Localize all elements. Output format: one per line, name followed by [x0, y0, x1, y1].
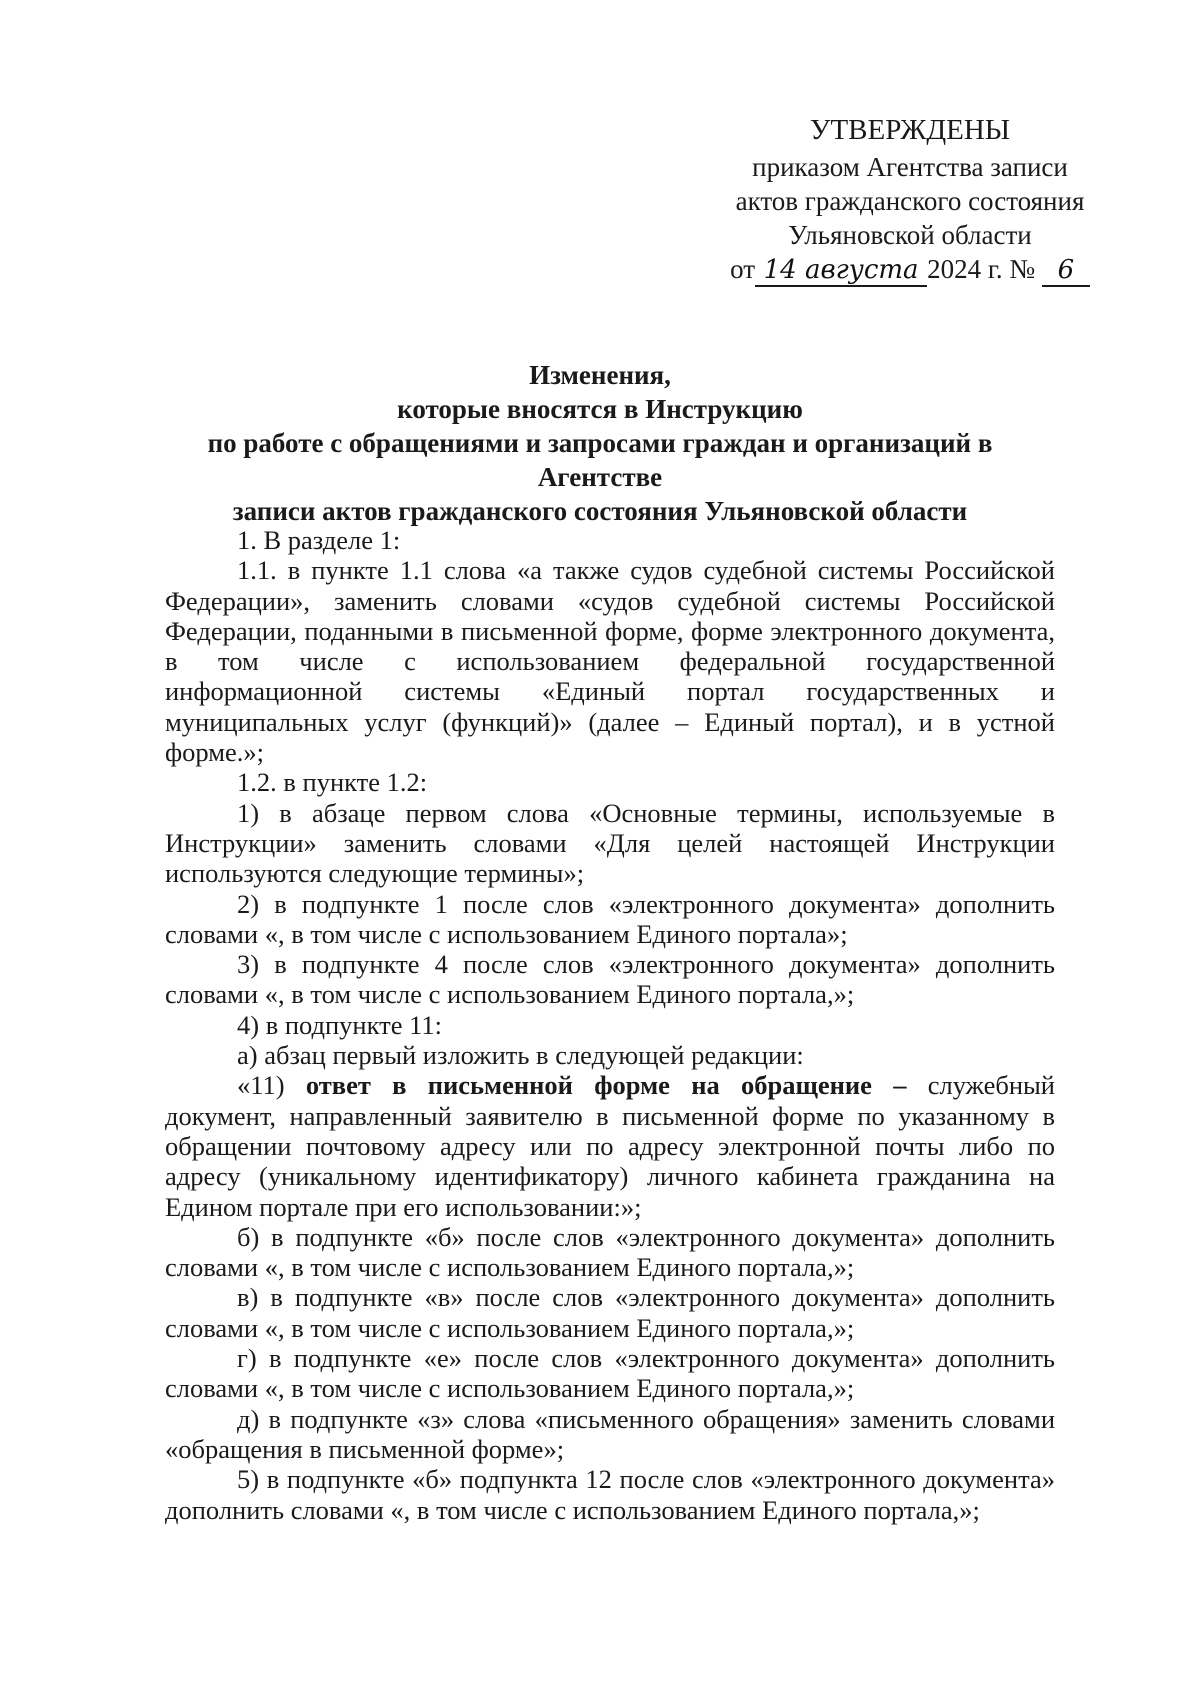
paragraph-1-2-4-d: д) в подпункте «з» слова «письменного обращения» заменить словами «обращения в письменной форме»; — [165, 1403, 1055, 1464]
approval-line-1: приказом Агентства записи — [752, 152, 1068, 182]
paragraph-1-2-5: 5) в подпункте «б» подпункта 12 после слов «электронного документа» дополнить словами «, в том числе с использованием Единого портала,»; — [165, 1464, 1055, 1525]
handwritten-date: 14 августа — [755, 255, 927, 287]
paragraph-1-2-4-v: в) в подпункте «в» после слов «электронного документа» дополнить словами «, в том числе с использованием Единого портала,»; — [165, 1282, 1055, 1343]
title-line-3: по работе с обращениями и запросами граждан и организаций в Агентстве — [207, 428, 993, 492]
document-body — [165, 525, 1055, 1525]
title-line-2: которые вносятся в Инструкцию — [397, 394, 803, 424]
paragraph-1-2-1: 1) в абзаце первом слова «Основные термины, используемые в Инструкции» заменить словами «Для целей настоящей Инструкции используются следующие термины»; — [165, 797, 1055, 889]
approval-heading: УТВЕРЖДЕНЫ — [809, 114, 1011, 146]
approval-line-3: Ульяновской области — [788, 220, 1032, 250]
paragraph-1-2: 1.2. в пункте 1.2: — [237, 767, 428, 798]
date-prefix: от — [730, 254, 756, 284]
paragraph-1-2-4-a: а) абзац первый изложить в следующей редакции: — [237, 1040, 804, 1071]
paragraph-1-2-4-g: г) в подпункте «е» после слов «электронного документа» дополнить словами «, в том числе с использованием Единого портала,»; — [165, 1343, 1055, 1404]
paragraph-1-1: 1.1. в пункте 1.1 слова «а также судов судебной системы Российской Федерации», заменить словами «судов судебной системы Российской Федерации, поданными в письменной форме, форме электронного документа, в том числе с использованием федеральной государственной информационной системы «Единый портал государственных и муниципальных услуг (функций)» (далее – Единый портал), и в устной форме.»; — [165, 555, 1055, 768]
approval-line-2: актов гражданского состояния — [735, 186, 1085, 216]
paragraph-1-2-2: 2) в подпункте 1 после слов «электронного документа» дополнить словами «, в том числе с использованием Единого портала»; — [165, 888, 1055, 949]
definition-term: ответ в письменной форме на обращение – — [305, 1070, 907, 1101]
paragraph-1-2-4-b: б) в подпункте «б» после слов «электронного документа» дополнить словами «, в том числе с использованием Единого портала,»; — [165, 1221, 1055, 1283]
paragraph-1-2-4: 4) в подпункте 11: — [237, 1009, 442, 1040]
approval-block — [700, 112, 1120, 287]
document-title — [160, 358, 1040, 528]
title-line-4: записи актов гражданского состояния Ульяновской области — [232, 496, 968, 526]
paragraph-1-2-3: 3) в подпункте 4 после слов «электронного документа» дополнить словами «, в том числе с использованием Единого портала,»; — [165, 949, 1055, 1010]
paragraph-definition-11 — [165, 1070, 1055, 1221]
title-line-1: Изменения, — [529, 360, 671, 390]
definition-number: «11) — [237, 1070, 306, 1101]
year-and-number-label: 2024 г. № — [927, 254, 1036, 284]
approval-date-line — [700, 252, 1120, 287]
paragraph-1: 1. В разделе 1: — [237, 525, 401, 555]
handwritten-order-number: 6 — [1042, 255, 1090, 287]
definition-text: служебный документ, направленный заявителю в письменной форме по указанному в обращении почтовому адресу или по адресу электронной почты либо по адресу (уникальному идентификатору) личного кабинета гражданина на Едином портале при его использовании:»; — [165, 1070, 1055, 1222]
